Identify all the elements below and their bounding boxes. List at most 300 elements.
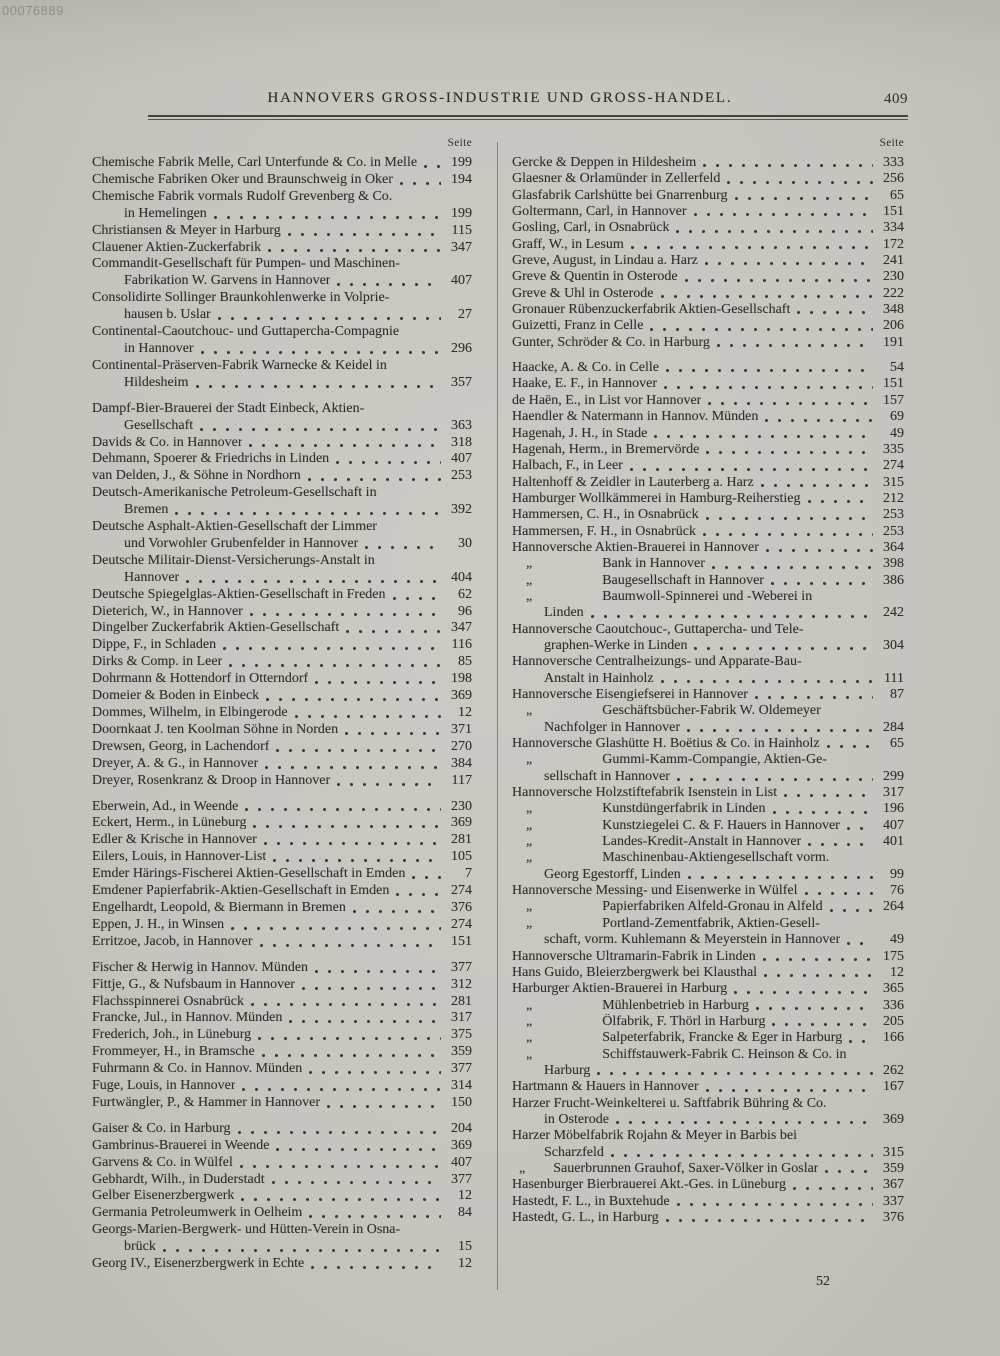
entry-line xyxy=(92,435,472,452)
entry-page-number: 253 xyxy=(883,507,904,523)
entry-page-number: 274 xyxy=(451,916,472,932)
entry-line xyxy=(512,671,904,687)
index-entry xyxy=(512,883,904,899)
entry-line xyxy=(512,442,904,458)
entry-text: Fischer & Herwig in Hannov. Münden xyxy=(92,959,309,975)
index-entry xyxy=(512,393,904,409)
index-entry xyxy=(512,801,904,817)
entry-line xyxy=(512,932,904,948)
entry-line xyxy=(512,1096,904,1112)
entry-text: „ Portland-Zementfabrik, Aktien-Gesell- xyxy=(512,915,820,931)
entry-text: Edler & Krische in Hannover xyxy=(92,832,257,848)
index-entry xyxy=(512,188,904,204)
entry-line xyxy=(512,899,904,915)
entry-text: Dehmann, Spoerer & Friedrichs in Linden xyxy=(92,451,330,467)
entry-text: Frederich, Joh., in Lüneburg xyxy=(92,1027,252,1043)
dot-leader xyxy=(661,295,873,299)
entry-group xyxy=(512,360,904,1226)
entry-text: Dippe, F., in Schladen xyxy=(92,637,217,653)
entry-page-number: 150 xyxy=(451,1094,472,1110)
index-entry xyxy=(92,917,472,934)
dot-leader xyxy=(272,1181,441,1185)
dot-leader xyxy=(630,468,873,472)
dot-leader xyxy=(345,732,441,736)
index-entry xyxy=(512,171,904,187)
entry-line xyxy=(512,458,904,474)
entry-page-number: 384 xyxy=(451,755,472,771)
index-entry xyxy=(92,1061,472,1078)
entry-line xyxy=(92,900,472,917)
dot-leader xyxy=(734,991,873,995)
entry-line xyxy=(92,832,472,849)
entry-text: sellschaft in Hannover xyxy=(544,768,670,784)
entry-page-number: 84 xyxy=(458,1205,472,1221)
entry-text: Dreyer, A. & G., in Hannover xyxy=(92,755,259,771)
index-entry xyxy=(92,688,472,705)
entry-line xyxy=(512,409,904,425)
dot-leader xyxy=(288,233,441,237)
entry-line xyxy=(512,556,904,572)
index-entry xyxy=(92,172,472,189)
entry-text: Dirks & Comp. in Leer xyxy=(92,654,223,670)
index-entry xyxy=(92,1172,472,1189)
entry-text: Gercke & Deppen in Hildesheim xyxy=(512,155,697,170)
entry-text: in Hemelingen xyxy=(124,205,207,221)
entry-line xyxy=(512,475,904,491)
index-entry xyxy=(92,620,472,637)
index-entry xyxy=(92,722,472,739)
dot-leader xyxy=(706,517,873,521)
entry-page-number: 315 xyxy=(883,474,904,490)
entry-line xyxy=(512,220,904,236)
dot-leader xyxy=(773,811,873,815)
entry-text: Continental-Caoutchouc- und Guttapercha-Compagnie xyxy=(92,324,400,340)
entry-page-number: 12 xyxy=(458,1188,472,1204)
dot-leader xyxy=(260,944,441,948)
entry-text: „ Mühlenbetrieb in Harburg xyxy=(512,997,749,1013)
entry-line xyxy=(92,654,472,671)
entry-text: Anstalt in Hainholz xyxy=(544,670,654,686)
entry-page-number: 369 xyxy=(451,688,472,704)
entry-text: Gambrinus-Brauerei in Weende xyxy=(92,1137,270,1153)
dot-leader xyxy=(175,512,441,516)
dot-leader xyxy=(311,1266,441,1270)
dot-leader xyxy=(276,749,441,753)
index-entry xyxy=(92,832,472,849)
dot-leader xyxy=(616,1121,873,1125)
entry-line xyxy=(512,834,904,850)
entry-text: Hammersen, C. H., in Osnabrück xyxy=(512,507,699,523)
entry-page-number: 69 xyxy=(890,409,904,425)
entry-line xyxy=(512,540,904,556)
entry-text: Haacke, A. & Co. in Celle xyxy=(512,360,659,376)
entry-line xyxy=(512,426,904,442)
entry-group xyxy=(92,799,472,951)
entry-text: Deutsche Spiegelglas-Aktien-Gesellschaft in Freden xyxy=(92,586,386,602)
entry-text: Deutsche Asphalt-Aktien-Gesellschaft der Limmer xyxy=(92,519,377,535)
dot-leader xyxy=(763,958,873,962)
column-divider xyxy=(497,142,498,1290)
dot-leader xyxy=(241,1198,441,1202)
entry-line xyxy=(512,1177,904,1193)
entry-page-number: 365 xyxy=(883,981,904,997)
index-entry xyxy=(92,435,472,452)
dot-leader xyxy=(755,696,873,700)
index-entry xyxy=(512,785,904,801)
dot-leader xyxy=(676,230,873,234)
index-entry xyxy=(92,705,472,722)
entry-line xyxy=(512,1047,904,1063)
entry-text: in Hannover xyxy=(124,340,194,356)
entry-line xyxy=(92,189,472,206)
dot-leader xyxy=(308,478,441,482)
entry-page-number: 65 xyxy=(890,187,904,203)
entry-text: Dieterich, W., in Hannover xyxy=(92,603,243,619)
index-entry xyxy=(512,1177,904,1193)
entry-text: Glaesner & Orlamünder in Zellerfeld xyxy=(512,171,721,187)
entry-line xyxy=(512,1161,904,1177)
entry-page-number: 76 xyxy=(890,883,904,899)
entry-text: Hannoversche Centralheizungs- und Apparate-Bau- xyxy=(512,654,802,670)
entry-line xyxy=(92,502,472,519)
entry-page-number: 96 xyxy=(458,603,472,619)
entry-line xyxy=(92,637,472,654)
entry-line xyxy=(92,1205,472,1222)
entry-page-number: 191 xyxy=(883,334,904,350)
entry-page-number: 12 xyxy=(458,1256,472,1272)
entry-line xyxy=(92,866,472,883)
dot-leader xyxy=(849,1040,873,1044)
signature-number: 52 xyxy=(816,1274,830,1289)
entry-line xyxy=(512,286,904,302)
entry-text: Chemische Fabrik vormals Rudolf Grevenberg & Co. xyxy=(92,188,393,204)
entry-page-number: 199 xyxy=(451,155,472,170)
index-entry xyxy=(512,573,904,589)
entry-line xyxy=(512,1210,904,1226)
entry-page-number: 206 xyxy=(883,318,904,334)
dot-leader xyxy=(346,630,441,634)
entry-text: Gebhardt, Wilh., in Duderstadt xyxy=(92,1171,265,1187)
entry-page-number: 151 xyxy=(883,376,904,392)
dot-leader xyxy=(677,778,873,782)
entry-line xyxy=(92,688,472,705)
dot-leader xyxy=(289,1020,441,1024)
entry-page-number: 404 xyxy=(451,569,472,585)
entry-line xyxy=(92,172,472,189)
entry-line xyxy=(92,994,472,1011)
entry-text: Halbach, F., in Leer xyxy=(512,458,623,474)
index-entry xyxy=(512,491,904,507)
entry-group xyxy=(92,1121,472,1273)
dot-leader xyxy=(424,165,441,169)
entry-text: Emder Härings-Fischerei Aktien-Gesellschaft in Emden xyxy=(92,866,406,882)
entry-page-number: 376 xyxy=(883,1210,904,1225)
entry-text: Eckert, Herm., in Lüneburg xyxy=(92,815,247,831)
entry-text: graphen-Werke in Linden xyxy=(544,637,688,653)
entry-line xyxy=(92,468,472,485)
dot-leader xyxy=(265,766,441,770)
entry-line xyxy=(512,376,904,392)
entry-line xyxy=(512,622,904,638)
entry-page-number: 62 xyxy=(458,586,472,602)
index-entry xyxy=(92,994,472,1011)
entry-line xyxy=(92,1121,472,1138)
index-entry xyxy=(92,451,472,468)
index-entry xyxy=(92,756,472,773)
entry-text: Deutsche Militair-Dienst-Versicherungs-Anstalt in xyxy=(92,552,375,568)
seite-column-header: Seite xyxy=(879,137,904,149)
dot-leader xyxy=(703,164,873,168)
dot-leader xyxy=(694,213,873,217)
entry-page-number: 111 xyxy=(884,670,904,686)
index-entry xyxy=(92,1078,472,1095)
entry-page-number: 376 xyxy=(451,899,472,915)
entry-text: Hannoversche Caoutchouc-, Guttapercha- und Tele- xyxy=(512,621,804,637)
entry-page-number: 407 xyxy=(451,451,472,467)
entry-text: Furtwängler, P., & Hammer in Hannover xyxy=(92,1094,321,1110)
index-entry xyxy=(92,815,472,832)
index-entry xyxy=(92,1044,472,1061)
dot-leader xyxy=(266,698,441,702)
entry-page-number: 369 xyxy=(883,1111,904,1127)
entry-text: Erritzoe, Jacob, in Hannover xyxy=(92,933,253,949)
index-entry xyxy=(512,442,904,458)
index-entry xyxy=(512,1210,904,1226)
dot-leader xyxy=(245,808,441,812)
entry-text: „ Papierfabriken Alfeld-Gronau in Alfeld xyxy=(512,899,823,915)
entry-line xyxy=(512,253,904,269)
entry-line xyxy=(512,491,904,507)
index-entry xyxy=(92,1256,472,1273)
entry-text: Flachsspinnerei Osnabrück xyxy=(92,993,245,1009)
entry-line xyxy=(92,290,472,307)
entry-line xyxy=(92,1027,472,1044)
entry-text: Hasenburger Bierbrauerei Akt.-Ges. in Lüneburg xyxy=(512,1177,786,1193)
entry-page-number: 348 xyxy=(883,302,904,318)
dot-leader xyxy=(242,1088,441,1092)
entry-page-number: 359 xyxy=(883,1160,904,1176)
entry-text: Eppen, J. H., in Winsen xyxy=(92,916,225,932)
entry-line xyxy=(512,360,904,376)
entry-page-number: 198 xyxy=(451,671,472,687)
entry-line xyxy=(92,1222,472,1239)
entry-text: Eberwein, Ad., in Weende xyxy=(92,798,239,814)
entry-line xyxy=(512,752,904,768)
entry-page-number: 172 xyxy=(883,236,904,252)
index-entry xyxy=(92,739,472,756)
entry-page-number: 15 xyxy=(458,1239,472,1255)
index-entry xyxy=(512,752,904,785)
dot-leader xyxy=(703,533,873,537)
entry-page-number: 85 xyxy=(458,654,472,670)
seite-column-header: Seite xyxy=(447,137,472,149)
index-entry xyxy=(92,240,472,257)
entry-text: Nachfolger in Hannover xyxy=(544,719,681,735)
entry-text: Georg IV., Eisenerzbergwerk in Echte xyxy=(92,1256,305,1272)
entry-page-number: 30 xyxy=(458,535,472,551)
dot-leader xyxy=(264,842,441,846)
dot-leader xyxy=(764,974,873,978)
entry-text: Hannoversche Ultramarin-Fabrik in Linden xyxy=(512,948,756,964)
entry-page-number: 65 xyxy=(890,736,904,752)
entry-page-number: 363 xyxy=(451,417,472,433)
dot-leader xyxy=(797,311,873,315)
entry-text: Dreyer, Rosenkranz & Droop in Hannover xyxy=(92,772,331,788)
entry-page-number: 151 xyxy=(451,933,472,949)
entry-text: Consolidirte Sollinger Braunkohlenwerke in Volprie- xyxy=(92,290,390,306)
index-entry xyxy=(92,654,472,671)
entry-text: Graff, W., in Lesum xyxy=(512,236,624,252)
dot-leader xyxy=(258,1037,441,1041)
entry-text: schaft, vorm. Kuhlemann & Meyerstein in Hannover xyxy=(544,932,841,948)
entry-line xyxy=(512,818,904,834)
entry-page-number: 212 xyxy=(883,490,904,506)
entry-text: Harburg xyxy=(544,1062,591,1078)
entry-page-number: 334 xyxy=(883,220,904,236)
index-entry xyxy=(92,1010,472,1027)
entry-page-number: 284 xyxy=(883,719,904,735)
index-entry xyxy=(92,587,472,604)
entry-line xyxy=(512,965,904,981)
entry-line xyxy=(92,756,472,773)
entry-page-number: 115 xyxy=(451,222,472,238)
dot-leader xyxy=(229,664,441,668)
entry-text: Gaiser & Co. in Harburg xyxy=(92,1120,231,1136)
entry-text: „ Landes-Kredit-Anstalt in Hannover xyxy=(512,834,802,850)
index-entry xyxy=(512,237,904,253)
entry-page-number: 312 xyxy=(451,976,472,992)
entry-text: de Haën, E., in List vor Hannover xyxy=(512,392,702,408)
entry-text: Dommes, Wilhelm, in Elbingerode xyxy=(92,705,288,720)
entry-text: Eilers, Louis, in Hannover-List xyxy=(92,849,267,865)
entry-line xyxy=(92,451,472,468)
entry-text: Scharzfeld xyxy=(544,1144,604,1160)
entry-text: Fuhrmann & Co. in Hannov. Münden xyxy=(92,1061,303,1077)
dot-leader xyxy=(186,580,441,584)
dot-leader xyxy=(666,1219,873,1223)
entry-line xyxy=(92,1061,472,1078)
entry-text: Emdener Papierfabrik-Aktien-Gesellschaft in Emden xyxy=(92,883,390,899)
entry-page-number: 318 xyxy=(451,434,472,450)
dot-leader xyxy=(805,892,874,896)
entry-line xyxy=(92,240,472,257)
entry-line xyxy=(512,589,904,605)
index-entry xyxy=(92,468,472,485)
entry-page-number: 274 xyxy=(883,458,904,474)
entry-text: und Vorwohler Grubenfelder in Hannover xyxy=(124,535,359,551)
entry-page-number: 270 xyxy=(451,738,472,754)
dot-leader xyxy=(847,827,873,831)
entry-page-number: 407 xyxy=(451,273,472,289)
index-entry xyxy=(92,1121,472,1138)
index-entry xyxy=(512,475,904,491)
index-entry xyxy=(512,818,904,834)
entry-line xyxy=(92,722,472,739)
entry-line xyxy=(512,524,904,540)
entry-page-number: 87 xyxy=(890,687,904,702)
entry-page-number: 54 xyxy=(890,360,904,376)
page-number: 409 xyxy=(884,91,908,107)
dot-leader xyxy=(717,344,873,348)
dot-leader xyxy=(705,262,873,266)
entry-page-number: 304 xyxy=(883,637,904,653)
entry-page-number: 117 xyxy=(451,772,472,788)
dot-leader xyxy=(412,876,441,880)
index-entry xyxy=(512,834,904,850)
index-entry xyxy=(512,1128,904,1161)
dot-leader xyxy=(240,1165,441,1169)
dot-leader xyxy=(309,1071,441,1075)
dot-leader xyxy=(611,1154,873,1158)
entry-line xyxy=(512,302,904,318)
entry-line xyxy=(512,237,904,253)
header-double-rule xyxy=(148,115,908,120)
entry-text: hausen b. Uslar xyxy=(124,307,211,323)
dot-leader xyxy=(337,283,441,287)
dot-leader xyxy=(200,428,441,432)
entry-line xyxy=(92,256,472,273)
entry-text: Continental-Präserven-Fabrik Warnecke & Keidel in xyxy=(92,357,387,373)
entry-page-number: 264 xyxy=(883,899,904,915)
entry-line xyxy=(92,418,472,435)
index-entry xyxy=(92,604,472,621)
entry-text: Hamburger Wollkämmerei in Hamburg-Reiherstieg xyxy=(512,490,801,506)
dot-leader xyxy=(336,461,441,465)
entry-line xyxy=(92,604,472,621)
entry-page-number: 317 xyxy=(451,1010,472,1026)
entry-text: Gunter, Schröder & Co. in Harburg xyxy=(512,334,710,350)
entry-line xyxy=(512,318,904,334)
entry-page-number: 369 xyxy=(451,1137,472,1153)
entry-page-number: 157 xyxy=(883,392,904,408)
index-entry xyxy=(92,1027,472,1044)
index-entry xyxy=(512,965,904,981)
entry-page-number: 204 xyxy=(451,1120,472,1136)
dot-leader xyxy=(847,942,873,946)
entry-text: van Delden, J., & Söhne in Nordhorn xyxy=(92,468,301,484)
entry-text: „ Salpeterfabrik, Francke & Eger in Harburg xyxy=(512,1030,843,1046)
dot-leader xyxy=(712,566,873,570)
entry-page-number: 230 xyxy=(883,269,904,285)
dot-leader xyxy=(694,647,873,651)
entry-line xyxy=(92,553,472,570)
entry-line xyxy=(92,1138,472,1155)
entry-text: Bremen xyxy=(124,502,169,518)
entry-page-number: 371 xyxy=(451,721,472,737)
index-entry xyxy=(512,376,904,392)
entry-text: „ Ölfabrik, F. Thörl in Harburg xyxy=(512,1013,766,1029)
entry-page-number: 377 xyxy=(451,1171,472,1187)
entry-text: „ Maschinenbau-Aktiengesellschaft vorm. xyxy=(512,850,830,866)
dot-leader xyxy=(687,729,873,733)
entry-line xyxy=(512,573,904,589)
index-entry xyxy=(512,654,904,687)
entry-line xyxy=(92,519,472,536)
entry-line xyxy=(512,204,904,220)
entry-text: Goltermann, Carl, in Hannover xyxy=(512,204,687,220)
entry-line xyxy=(512,867,904,883)
entry-group xyxy=(92,155,472,392)
entry-text: Greve & Quentin in Osterode xyxy=(512,269,678,285)
entry-line xyxy=(512,638,904,654)
entry-page-number: 347 xyxy=(451,239,472,255)
entry-group xyxy=(92,401,472,790)
index-entry xyxy=(92,960,472,977)
entry-line xyxy=(92,620,472,637)
entry-line xyxy=(512,1014,904,1030)
entry-line xyxy=(512,1063,904,1079)
entry-page-number: 166 xyxy=(883,1030,904,1046)
